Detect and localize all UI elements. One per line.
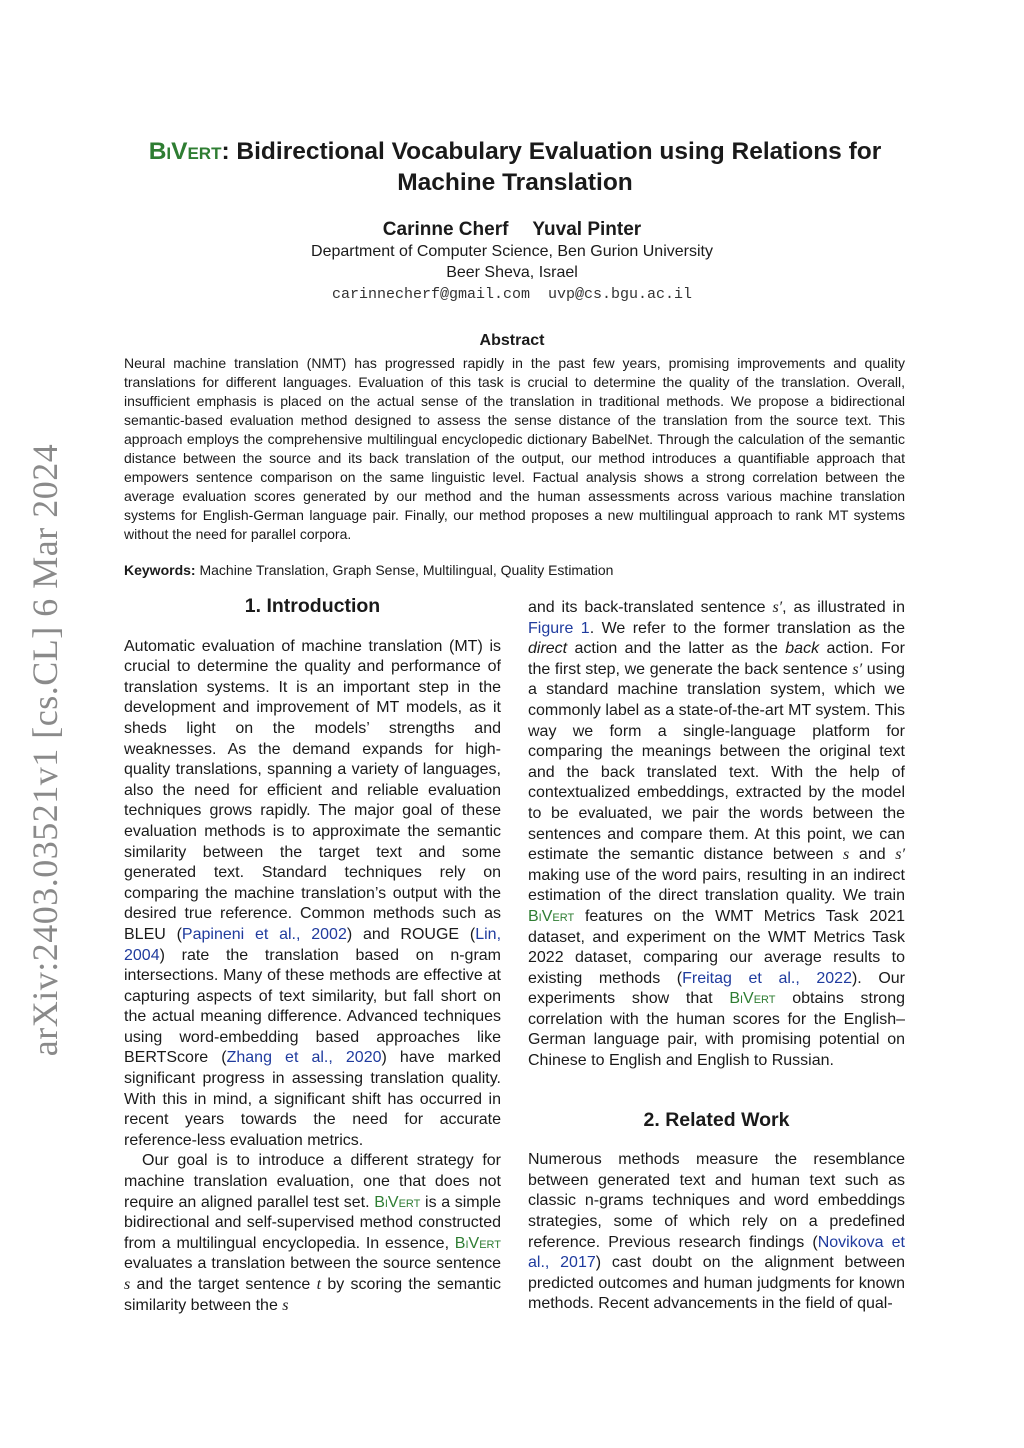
- figure-1-link[interactable]: Figure 1: [528, 619, 590, 637]
- citation-freitag[interactable]: Freitag et al., 2022: [682, 969, 852, 987]
- math-var-s-prime: s′: [772, 599, 783, 616]
- left-column: [124, 596, 501, 1316]
- math-var-s-prime: s′: [895, 846, 905, 864]
- author-name: Carinne Cherf: [382, 219, 509, 240]
- keywords-text: Machine Translation, Graph Sense, Multilingual, Quality Estimation: [199, 562, 614, 578]
- related-work-paragraph: Numerous methods measure the resemblance between generated text and human text such as classic n-grams techniques and word embeddings strategies, some of which rely on a predefined reference. Previous research findings (Novikova et al., 2017) cast doubt on the alignment between predicted outcomes and human judgments for known methods. Recent advancements in the field of qual-: [528, 1151, 906, 1313]
- citation-papineni[interactable]: Papineni et al., 2002: [181, 925, 347, 943]
- author-emails: [0, 286, 1024, 303]
- abstract-text: Neural machine translation (NMT) has progressed rapidly in the past few years, promising improvements and quality translations for different languages. Evaluation of this task is crucial to determine the quality of the translation. Overall, insufficient emphasis is placed on the actual sense of the translation in traditional methods. We propose a bidirectional semantic-based evaluation method designed to assess the sense distance of the translation from the source text. This approach employs the comprehensive multilingual encyclopedic dictionary BabelNet. Through the calculation of the semantic distance between the source and its back translation of the output, our method introduces a quantifiable approach that empowers sentence comparison on the same linguistic level. Factual analysis shows a strong correlation between the average evaluation scores generated by our method and the human assessments across various machine translation systems for English-German language pair. Finally, our method proposes a new multilingual approach to rank MT systems without the need for parallel corpora.: [124, 355, 905, 542]
- intro-paragraph-3: and its back-translated sentence s′, as illustrated in Figure 1. We refer to the former translation as the direct action and the latter as the back action. For the first step, we generate the back sentence s′ using a standard machine translation system, which we commonly label as a state-of-the-art MT system. This way we form a single-language platform for comparing the meanings between the original text and the back translated text. With the help of contextualized embeddings, extracted by the model to be evaluated, we pair the words between the sentences and compare them. At this point, we can estimate the semantic distance between s and s′ making use of the word pairs, resulting in an indirect estimation of the direct translation quality. We train BiVert features on the WMT Metrics Task 2021 dataset, and experiment on the WMT Metrics Task 2022 dataset, comparing our average results to existing methods (Freitag et al., 2022). Our experiments show that BiVert obtains strong correlation with the human scores for the English–German language pair, with promising potential on Chinese to English and English to Russian.: [528, 599, 905, 1070]
- section-heading-introduction: 1. Introduction: [244, 595, 381, 617]
- bivert-mention: BiVert: [454, 1234, 501, 1252]
- bivert-mention: BiVert: [528, 907, 575, 925]
- math-var-s: s: [282, 1296, 289, 1314]
- intro-paragraph-2: Our goal is to introduce a different strategy for machine translation evaluation, one that does not require an aligned parallel test set. BiVert is a simple bidirectional and self-supervised method constructed from a multilingual encyclopedia. In essence, BiVert evaluates a translation between the source sentence s and the target sentence t by scoring the semantic similarity between the s: [124, 1152, 502, 1314]
- math-var-s: s: [124, 1276, 131, 1293]
- keywords-label: Keywords:: [124, 562, 196, 578]
- citation-zhang[interactable]: Zhang et al., 2020: [226, 1049, 382, 1067]
- keywords: [124, 562, 905, 578]
- author-name: Yuval Pinter: [532, 219, 642, 240]
- paper-title: [110, 136, 920, 198]
- math-var-s: s: [843, 846, 850, 864]
- affiliation-city: Beer Sheva, Israel: [446, 264, 578, 281]
- right-column: [528, 598, 905, 1315]
- author-list: [0, 219, 1024, 241]
- abstract-heading: Abstract: [479, 332, 545, 349]
- bivert-mention: BiVert: [374, 1193, 421, 1211]
- math-var-t: t: [316, 1276, 322, 1293]
- math-var-s-prime: s′: [852, 660, 863, 678]
- section-heading-related-work: 2. Related Work: [643, 1108, 790, 1131]
- emphasis-back: back: [785, 640, 820, 658]
- citation-lin[interactable]: Lin, 2004: [124, 925, 502, 964]
- emphasis-direct: direct: [528, 640, 568, 658]
- arxiv-sidebar: [10, 430, 80, 1070]
- title-rest: : Bidirectional Vocabulary Evaluation using Relations for Machine Translation: [221, 138, 882, 196]
- title-bivert: BiVert: [148, 138, 222, 165]
- email: uvp@cs.bgu.ac.il: [548, 286, 693, 303]
- arxiv-identifier: arXiv:2403.03521v1 [cs.CL] 6 Mar 2024: [25, 443, 65, 1057]
- bivert-mention: BiVert: [729, 990, 776, 1008]
- citation-novikova[interactable]: Novikova et al., 2017: [528, 1233, 906, 1272]
- affiliation-dept: Department of Computer Science, Ben Gurion University: [311, 243, 713, 260]
- email: carinnecherf@gmail.com: [331, 286, 530, 303]
- intro-paragraph-1: Automatic evaluation of machine translation (MT) is crucial to determine the quality and performance of translation systems. It is an important step in the development and improvement of MT models, as it sheds light on the models’ strengths and weaknesses. As the demand expands for high-quality translations, spanning a variety of languages, also the need for efficient and reliable evaluation techniques grows rapidly. The major goal of these evaluation methods is to approximate the semantic similarity between the target text and some generated text. Standard techniques rely on comparing the machine translation’s output with the desired true reference. Common methods such as BLEU (Papineni et al., 2002) and ROUGE (Lin, 2004) rate the translation based on n-gram intersections. Many of these methods are effective at capturing aspects of text similarity, but fall short on the actual meaning difference. Advanced techniques using word-embedding based approaches like BERTScore (Zhang et al., 2020) have marked significant progress in assessing translation quality. With this in mind, a significant shift has occurred in recent years towards the need for accurate reference-less evaluation metrics.: [124, 637, 502, 1149]
